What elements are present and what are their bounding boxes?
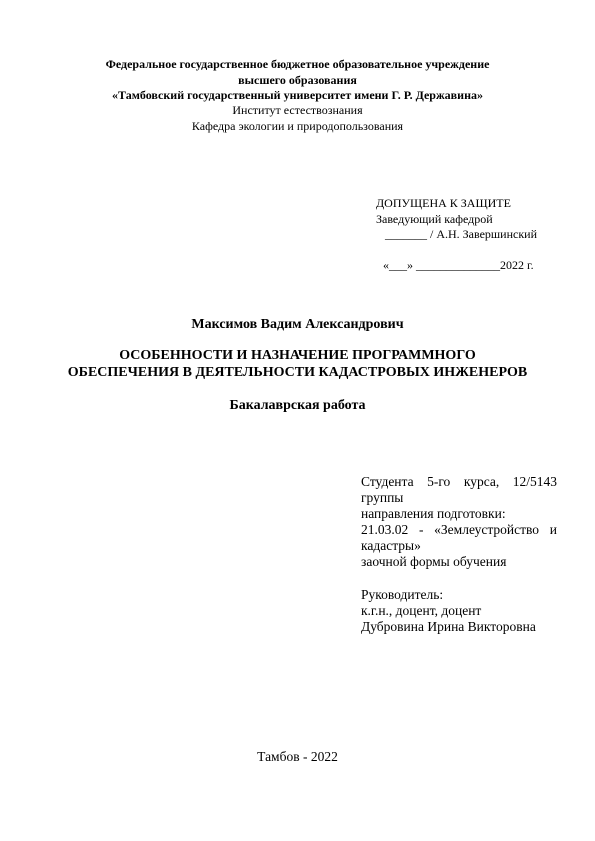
student-study-form: заочной формы обучения bbox=[361, 554, 507, 569]
institution-line-2: высшего образования bbox=[238, 73, 357, 87]
author-name: Максимов Вадим Александрович bbox=[191, 317, 404, 332]
thesis-title-line-1: ОСОБЕННОСТИ И НАЗНАЧЕНИЕ ПРОГРАММНОГО bbox=[119, 348, 476, 363]
university-name: «Тамбовский государственный университет имени Г. Р. Державина» bbox=[112, 88, 483, 102]
student-course-group: Студента 5-го курса, 12/5143 bbox=[361, 474, 557, 489]
city-year: Тамбов - 2022 bbox=[257, 749, 338, 764]
institution-line-1: Федеральное государственное бюджетное образовательное учреждение bbox=[105, 57, 490, 71]
approval-role: Заведующий кафедрой bbox=[376, 212, 493, 226]
student-direction-name: кадастры» bbox=[361, 538, 421, 553]
supervisor-label: Руководитель: bbox=[361, 587, 444, 602]
work-type: Бакалаврская работа bbox=[229, 398, 366, 413]
student-direction-code: 21.03.02 - «Землеустройство и bbox=[361, 522, 557, 537]
supervisor-name: Дубровина Ирина Викторовна bbox=[361, 619, 536, 634]
department-name: Кафедра экологии и природопользования bbox=[191, 119, 404, 133]
approval-signature: _______ / А.Н. Завершинский bbox=[385, 227, 538, 241]
approval-date: «___» ______________2022 г. bbox=[383, 258, 534, 272]
supervisor-degree: к.г.н., доцент, доцент bbox=[361, 603, 482, 618]
student-direction-label: направления подготовки: bbox=[361, 506, 506, 521]
approval-heading: ДОПУЩЕНА К ЗАЩИТЕ bbox=[376, 196, 511, 210]
institute-name: Институт естествознания bbox=[232, 103, 363, 117]
thesis-title-line-2: ОБЕСПЕЧЕНИЯ В ДЕЯТЕЛЬНОСТИ КАДАСТРОВЫХ ИНЖЕНЕРОВ bbox=[67, 365, 528, 380]
student-group-label: группы bbox=[361, 490, 404, 505]
